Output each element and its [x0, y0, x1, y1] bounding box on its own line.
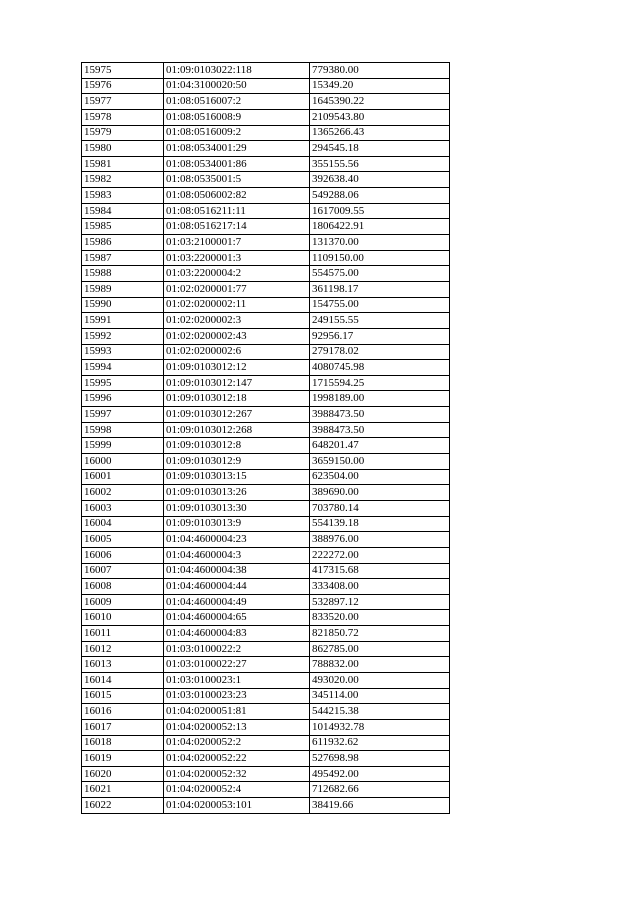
row-number-cell: 15996 [82, 391, 164, 407]
value-cell: 549288.06 [310, 188, 450, 204]
cadastral-number-cell: 01:08:0535001:5 [164, 172, 310, 188]
table-row [82, 469, 450, 485]
table-row [82, 641, 450, 657]
value-cell: 3988473.50 [310, 407, 450, 423]
row-number-cell: 15976 [82, 78, 164, 94]
value-cell: 38419.66 [310, 798, 450, 814]
table-row [82, 735, 450, 751]
row-number-cell: 15988 [82, 266, 164, 282]
table-row [82, 798, 450, 814]
value-cell: 249155.55 [310, 313, 450, 329]
value-cell: 279178.02 [310, 344, 450, 360]
cadastral-number-cell: 01:04:0200052:13 [164, 719, 310, 735]
cadastral-number-cell: 01:02:0200002:3 [164, 313, 310, 329]
table-row [82, 250, 450, 266]
row-number-cell: 15981 [82, 156, 164, 172]
cadastral-number-cell: 01:08:0506002:82 [164, 188, 310, 204]
cadastral-number-cell: 01:04:4600004:23 [164, 532, 310, 548]
cadastral-number-cell: 01:03:2200001:3 [164, 250, 310, 266]
row-number-cell: 16011 [82, 626, 164, 642]
value-cell: 389690.00 [310, 485, 450, 501]
value-cell: 788832.00 [310, 657, 450, 673]
table-row [82, 516, 450, 532]
table-row [82, 766, 450, 782]
table-row [82, 360, 450, 376]
cadastral-number-cell: 01:04:4600004:83 [164, 626, 310, 642]
value-cell: 355155.56 [310, 156, 450, 172]
table-row [82, 751, 450, 767]
cadastral-number-cell: 01:09:0103012:18 [164, 391, 310, 407]
table-row [82, 594, 450, 610]
value-cell: 92956.17 [310, 328, 450, 344]
cadastral-number-cell: 01:02:0200002:6 [164, 344, 310, 360]
row-number-cell: 16017 [82, 719, 164, 735]
table-row [82, 141, 450, 157]
table-row [82, 344, 450, 360]
row-number-cell: 16013 [82, 657, 164, 673]
value-cell: 493020.00 [310, 672, 450, 688]
value-cell: 495492.00 [310, 766, 450, 782]
value-cell: 154755.00 [310, 297, 450, 313]
row-number-cell: 15977 [82, 94, 164, 110]
value-cell: 544215.38 [310, 704, 450, 720]
cadastral-number-cell: 01:04:0200053:101 [164, 798, 310, 814]
row-number-cell: 15984 [82, 203, 164, 219]
row-number-cell: 16014 [82, 672, 164, 688]
row-number-cell: 16019 [82, 751, 164, 767]
table-row [82, 297, 450, 313]
value-cell: 1014932.78 [310, 719, 450, 735]
table-row [82, 156, 450, 172]
row-number-cell: 16000 [82, 454, 164, 470]
cadastral-number-cell: 01:03:0100023:1 [164, 672, 310, 688]
row-number-cell: 16018 [82, 735, 164, 751]
table-row [82, 563, 450, 579]
cadastral-number-cell: 01:08:0516217:14 [164, 219, 310, 235]
cadastral-number-cell: 01:09:0103012:8 [164, 438, 310, 454]
value-cell: 611932.62 [310, 735, 450, 751]
row-number-cell: 16006 [82, 547, 164, 563]
value-cell: 15349.20 [310, 78, 450, 94]
row-number-cell: 15993 [82, 344, 164, 360]
row-number-cell: 16020 [82, 766, 164, 782]
row-number-cell: 16010 [82, 610, 164, 626]
table-row [82, 313, 450, 329]
table-row [82, 657, 450, 673]
table-row [82, 688, 450, 704]
table-row [82, 235, 450, 251]
row-number-cell: 16016 [82, 704, 164, 720]
cadastral-number-cell: 01:08:0516008:9 [164, 109, 310, 125]
table-row [82, 704, 450, 720]
row-number-cell: 16021 [82, 782, 164, 798]
cadastral-number-cell: 01:09:0103013:30 [164, 500, 310, 516]
row-number-cell: 15991 [82, 313, 164, 329]
row-number-cell: 15994 [82, 360, 164, 376]
table-row [82, 109, 450, 125]
value-cell: 388976.00 [310, 532, 450, 548]
row-number-cell: 16015 [82, 688, 164, 704]
value-cell: 554139.18 [310, 516, 450, 532]
table-row [82, 391, 450, 407]
table-row [82, 281, 450, 297]
cadastral-number-cell: 01:04:4600004:3 [164, 547, 310, 563]
value-cell: 821850.72 [310, 626, 450, 642]
cadastral-number-cell: 01:02:0200002:43 [164, 328, 310, 344]
cadastral-number-cell: 01:03:0100023:23 [164, 688, 310, 704]
table-row [82, 485, 450, 501]
cadastral-number-cell: 01:08:0516009:2 [164, 125, 310, 141]
table-row [82, 579, 450, 595]
row-number-cell: 16022 [82, 798, 164, 814]
row-number-cell: 15995 [82, 375, 164, 391]
cadastral-number-cell: 01:03:2200004:2 [164, 266, 310, 282]
cadastral-number-cell: 01:09:0103013:9 [164, 516, 310, 532]
cadastral-number-cell: 01:03:2100001:7 [164, 235, 310, 251]
table-row [82, 500, 450, 516]
row-number-cell: 16005 [82, 532, 164, 548]
table-row [82, 610, 450, 626]
cadastral-number-cell: 01:04:0200052:32 [164, 766, 310, 782]
cadastral-number-cell: 01:09:0103013:26 [164, 485, 310, 501]
value-cell: 392638.40 [310, 172, 450, 188]
value-cell: 417315.68 [310, 563, 450, 579]
cadastral-number-cell: 01:09:0103012:147 [164, 375, 310, 391]
value-cell: 862785.00 [310, 641, 450, 657]
value-cell: 3659150.00 [310, 454, 450, 470]
row-number-cell: 15980 [82, 141, 164, 157]
cadastral-number-cell: 01:08:0516007:2 [164, 94, 310, 110]
table-row [82, 547, 450, 563]
table-row [82, 438, 450, 454]
table-row [82, 532, 450, 548]
data-table [81, 62, 450, 814]
row-number-cell: 15983 [82, 188, 164, 204]
cadastral-number-cell: 01:09:0103012:267 [164, 407, 310, 423]
row-number-cell: 16008 [82, 579, 164, 595]
value-cell: 361198.17 [310, 281, 450, 297]
value-cell: 333408.00 [310, 579, 450, 595]
row-number-cell: 15986 [82, 235, 164, 251]
value-cell: 1109150.00 [310, 250, 450, 266]
cadastral-number-cell: 01:09:0103012:9 [164, 454, 310, 470]
cadastral-number-cell: 01:04:0200051:81 [164, 704, 310, 720]
cadastral-number-cell: 01:04:4600004:49 [164, 594, 310, 610]
row-number-cell: 16009 [82, 594, 164, 610]
cadastral-number-cell: 01:04:0200052:4 [164, 782, 310, 798]
cadastral-number-cell: 01:04:0200052:2 [164, 735, 310, 751]
row-number-cell: 15997 [82, 407, 164, 423]
row-number-cell: 15979 [82, 125, 164, 141]
value-cell: 623504.00 [310, 469, 450, 485]
value-cell: 648201.47 [310, 438, 450, 454]
row-number-cell: 15998 [82, 422, 164, 438]
value-cell: 1806422.91 [310, 219, 450, 235]
cadastral-number-cell: 01:04:0200052:22 [164, 751, 310, 767]
table-row [82, 407, 450, 423]
table-row [82, 375, 450, 391]
table-row [82, 125, 450, 141]
row-number-cell: 16004 [82, 516, 164, 532]
table-row [82, 219, 450, 235]
row-number-cell: 16001 [82, 469, 164, 485]
row-number-cell: 15985 [82, 219, 164, 235]
table-row [82, 626, 450, 642]
value-cell: 4080745.98 [310, 360, 450, 376]
cadastral-number-cell: 01:08:0516211:11 [164, 203, 310, 219]
table-row [82, 78, 450, 94]
value-cell: 1645390.22 [310, 94, 450, 110]
table-row [82, 454, 450, 470]
value-cell: 703780.14 [310, 500, 450, 516]
table-row [82, 782, 450, 798]
table-row [82, 203, 450, 219]
cadastral-number-cell: 01:09:0103022:118 [164, 63, 310, 79]
table-row [82, 719, 450, 735]
row-number-cell: 15978 [82, 109, 164, 125]
value-cell: 222272.00 [310, 547, 450, 563]
value-cell: 527698.98 [310, 751, 450, 767]
cadastral-number-cell: 01:09:0103012:12 [164, 360, 310, 376]
row-number-cell: 15999 [82, 438, 164, 454]
row-number-cell: 15982 [82, 172, 164, 188]
table-row [82, 188, 450, 204]
value-cell: 3988473.50 [310, 422, 450, 438]
row-number-cell: 15975 [82, 63, 164, 79]
value-cell: 1617009.55 [310, 203, 450, 219]
cadastral-number-cell: 01:02:0200002:11 [164, 297, 310, 313]
cadastral-number-cell: 01:04:3100020:50 [164, 78, 310, 94]
value-cell: 345114.00 [310, 688, 450, 704]
row-number-cell: 15987 [82, 250, 164, 266]
row-number-cell: 16007 [82, 563, 164, 579]
table-row [82, 266, 450, 282]
table-row [82, 672, 450, 688]
value-cell: 712682.66 [310, 782, 450, 798]
cadastral-number-cell: 01:04:4600004:38 [164, 563, 310, 579]
row-number-cell: 16003 [82, 500, 164, 516]
row-number-cell: 15992 [82, 328, 164, 344]
cadastral-number-cell: 01:09:0103013:15 [164, 469, 310, 485]
cadastral-number-cell: 01:03:0100022:27 [164, 657, 310, 673]
row-number-cell: 16012 [82, 641, 164, 657]
value-cell: 779380.00 [310, 63, 450, 79]
table-row [82, 422, 450, 438]
table-row [82, 172, 450, 188]
value-cell: 131370.00 [310, 235, 450, 251]
table-body [82, 63, 450, 814]
cadastral-number-cell: 01:04:4600004:65 [164, 610, 310, 626]
row-number-cell: 15990 [82, 297, 164, 313]
cadastral-number-cell: 01:08:0534001:29 [164, 141, 310, 157]
row-number-cell: 15989 [82, 281, 164, 297]
table-row [82, 63, 450, 79]
cadastral-number-cell: 01:02:0200001:77 [164, 281, 310, 297]
cadastral-number-cell: 01:04:4600004:44 [164, 579, 310, 595]
table-row [82, 328, 450, 344]
value-cell: 1365266.43 [310, 125, 450, 141]
table-row [82, 94, 450, 110]
value-cell: 833520.00 [310, 610, 450, 626]
value-cell: 1998189.00 [310, 391, 450, 407]
cadastral-number-cell: 01:09:0103012:268 [164, 422, 310, 438]
value-cell: 532897.12 [310, 594, 450, 610]
cadastral-number-cell: 01:03:0100022:2 [164, 641, 310, 657]
row-number-cell: 16002 [82, 485, 164, 501]
value-cell: 554575.00 [310, 266, 450, 282]
cadastral-number-cell: 01:08:0534001:86 [164, 156, 310, 172]
value-cell: 1715594.25 [310, 375, 450, 391]
value-cell: 2109543.80 [310, 109, 450, 125]
value-cell: 294545.18 [310, 141, 450, 157]
